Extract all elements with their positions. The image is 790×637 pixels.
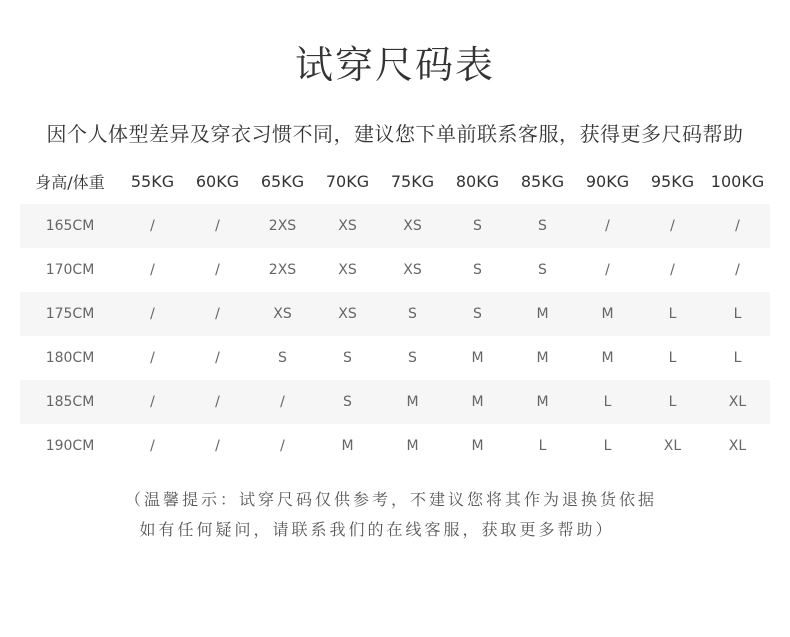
size-cell: / — [575, 204, 640, 248]
size-cell: XS — [250, 292, 315, 336]
size-cell: / — [735, 262, 740, 278]
size-cell: / — [120, 380, 185, 424]
size-cell: M — [510, 380, 575, 424]
size-cell: / — [185, 380, 250, 424]
size-cell: / — [670, 262, 675, 278]
size-cell: S — [445, 292, 510, 336]
size-cell: / — [120, 292, 185, 336]
size-cell: L — [538, 438, 547, 454]
table-row — [20, 204, 770, 248]
size-cell: M — [575, 292, 640, 336]
size-cell: M — [601, 350, 614, 366]
header-cell: 55KG — [130, 171, 175, 191]
header-cell: 75KG — [390, 171, 435, 191]
table-row — [20, 380, 770, 424]
size-cell: XL — [728, 438, 747, 454]
size-cell: S — [278, 350, 287, 366]
height-cell: 185CM — [20, 380, 120, 424]
size-cell: / — [150, 262, 155, 278]
size-cell: S — [343, 350, 352, 366]
size-cell: / — [120, 204, 185, 248]
size-cell: / — [185, 292, 250, 336]
size-cell: 2XS — [268, 262, 297, 278]
size-cell: M — [471, 350, 484, 366]
size-cell: XS — [338, 262, 357, 278]
size-cell: L — [603, 438, 612, 454]
size-cell: / — [150, 350, 155, 366]
height-cell: 190CM — [45, 438, 95, 454]
size-cell: / — [215, 350, 220, 366]
header-cell: 85KG — [520, 171, 565, 191]
size-cell: / — [215, 262, 220, 278]
header-cell: 95KG — [650, 171, 695, 191]
height-cell: 175CM — [20, 292, 120, 336]
size-cell: M — [471, 438, 484, 454]
header-cell: 90KG — [585, 171, 630, 191]
size-cell: M — [536, 350, 549, 366]
header-cell: 身高/体重 — [35, 172, 105, 192]
size-cell: M — [406, 438, 419, 454]
header-cell: 80KG — [455, 171, 500, 191]
size-cell: / — [605, 262, 610, 278]
size-cell: / — [250, 380, 315, 424]
size-cell: XS — [380, 204, 445, 248]
note-line-2: 如有任何疑问，请联系我们的在线客服，获取更多帮助） — [139, 520, 615, 539]
size-cell: L — [575, 380, 640, 424]
size-cell: / — [185, 204, 250, 248]
header-cell: 65KG — [260, 171, 305, 191]
size-cell: M — [341, 438, 354, 454]
size-cell: / — [150, 438, 155, 454]
size-cell: M — [445, 380, 510, 424]
table-header-row — [20, 158, 770, 204]
size-cell: XL — [705, 380, 770, 424]
page-title: 试穿尺码表 — [294, 43, 495, 87]
size-cell: S — [538, 262, 547, 278]
size-cell: / — [640, 204, 705, 248]
height-cell: 165CM — [20, 204, 120, 248]
size-cell: L — [640, 292, 705, 336]
size-cell: / — [280, 438, 285, 454]
page-subtitle: 因个人体型差异及穿衣习惯不同，建议您下单前联系客服，获得更多尺码帮助 — [46, 122, 744, 146]
size-cell: S — [315, 380, 380, 424]
size-cell: M — [380, 380, 445, 424]
table-body — [20, 204, 770, 468]
header-cell: 70KG — [325, 171, 370, 191]
size-cell: S — [473, 262, 482, 278]
size-cell: S — [408, 350, 417, 366]
size-cell: 2XS — [250, 204, 315, 248]
size-cell: L — [733, 350, 742, 366]
height-cell: 180CM — [45, 350, 95, 366]
size-cell: L — [668, 350, 677, 366]
size-cell: M — [510, 292, 575, 336]
size-cell: XL — [663, 438, 682, 454]
size-cell: L — [640, 380, 705, 424]
size-cell: L — [705, 292, 770, 336]
header-cell: 100KG — [710, 171, 765, 191]
size-cell: S — [380, 292, 445, 336]
size-cell: XS — [315, 292, 380, 336]
size-cell: / — [215, 438, 220, 454]
table-row — [20, 248, 770, 292]
size-cell: S — [510, 204, 575, 248]
size-cell: XS — [403, 262, 422, 278]
height-cell: 170CM — [45, 262, 95, 278]
size-cell: / — [705, 204, 770, 248]
size-cell: XS — [315, 204, 380, 248]
size-cell: S — [445, 204, 510, 248]
size-table — [20, 158, 770, 468]
table-row — [20, 424, 770, 468]
table-row — [20, 336, 770, 380]
table-row — [20, 292, 770, 336]
header-cell: 60KG — [195, 171, 240, 191]
note-line-1: （温馨提示：试穿尺码仅供参考，不建议您将其作为退换货依据 — [124, 490, 657, 509]
